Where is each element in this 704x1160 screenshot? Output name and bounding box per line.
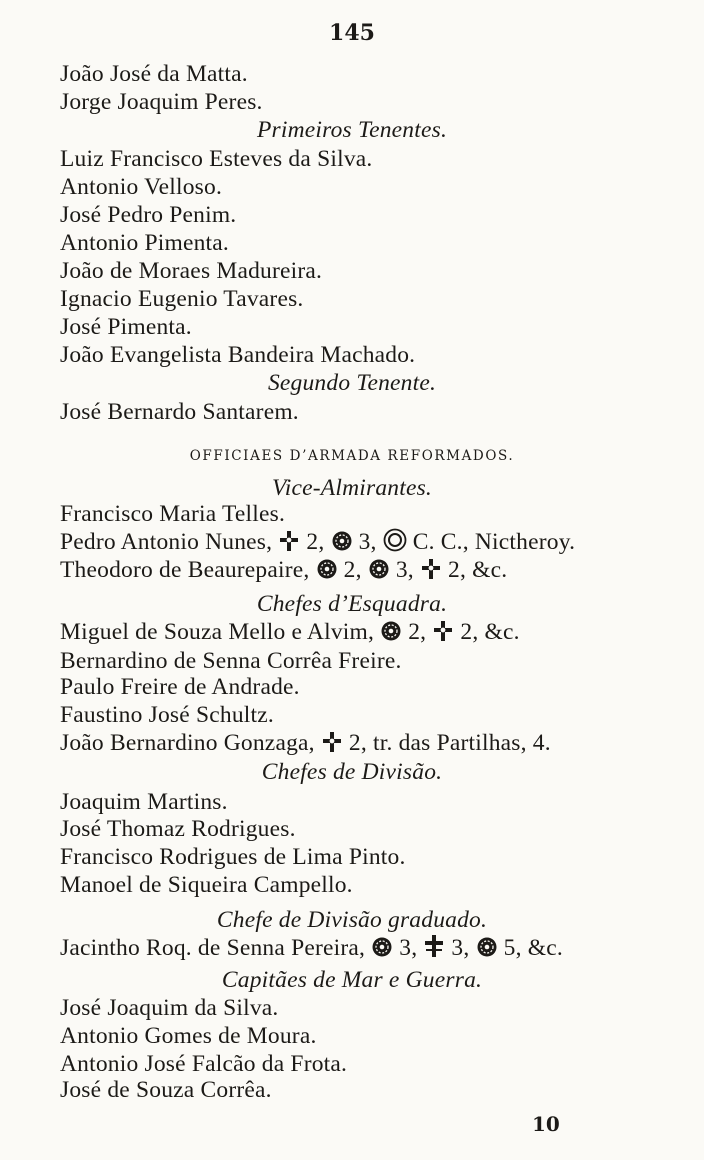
officer-entry: Paulo Freire de Andrade. [60, 674, 300, 700]
officer-entry: Francisco Rodrigues de Lima Pinto. [60, 844, 406, 870]
entry-text: 3, [393, 935, 424, 961]
officer-entry [60, 528, 575, 559]
entry-text: C. C., Nictheroy. [406, 529, 576, 555]
officer-entry: Faustino José Schultz. [60, 702, 274, 728]
entry-text: 2, [337, 557, 368, 583]
entry-text: 2, &c. [454, 619, 520, 645]
officer-entry [60, 729, 551, 760]
officer-entry: João Evangelista Bandeira Machado. [60, 342, 416, 368]
officer-entry [60, 618, 520, 649]
entry-text: Jacintho Roq. de Senna Pereira, [60, 935, 372, 961]
entry-text: João Bernardino Gonzaga, [60, 730, 321, 756]
entry-text: 3, [445, 935, 476, 961]
officer-entry: José Bernardo Santarem. [60, 399, 299, 425]
cross-icon [278, 530, 300, 559]
rank-heading: Chefes de Divisão. [261, 759, 443, 785]
entry-text: Miguel de Souza Mello e Alvim, [60, 619, 381, 645]
entry-text: Theodoro de Beaurepaire, [60, 557, 316, 583]
officer-entry: Antonio José Falcão da Frota. [60, 1051, 348, 1077]
officer-entry: Joaquim Martins. [60, 789, 228, 815]
signature-mark: 10 [532, 1112, 560, 1136]
officer-entry: José Pimenta. [60, 314, 192, 340]
officer-entry: Bernardino de Senna Corrêa Freire. [60, 648, 402, 674]
entry-text: 2, [300, 529, 331, 555]
rank-heading: Primeiros Tenentes. [256, 117, 448, 143]
rose-icon [368, 558, 390, 587]
entry-text: Pedro Antonio Nunes, [60, 529, 279, 555]
page-number: 145 [329, 20, 375, 46]
officer-entry [60, 934, 563, 965]
rank-heading: Segundo Tenente. [267, 370, 437, 396]
officer-entry: João José da Matta. [60, 61, 248, 87]
tower-cross-icon [423, 934, 445, 965]
officer-entry: Antonio Velloso. [60, 174, 223, 200]
officer-entry: Jorge Joaquim Peres. [60, 89, 263, 115]
cross-icon [321, 731, 343, 760]
officer-entry: Luiz Francisco Esteves da Silva. [60, 146, 373, 172]
rank-heading: Chefe de Divisão graduado. [216, 907, 488, 933]
entry-text: 2, &c. [441, 557, 508, 583]
rose-icon [316, 558, 338, 587]
officer-entry: Manoel de Siqueira Campello. [60, 872, 353, 898]
officer-entry: João de Moraes Madureira. [60, 258, 323, 284]
rose-icon [371, 936, 393, 965]
rank-heading: Chefes d’Esquadra. [256, 591, 448, 617]
officer-entry [60, 556, 507, 587]
cross-icon [432, 620, 454, 649]
officer-entry: Ignacio Eugenio Tavares. [60, 286, 304, 312]
officer-entry: Francisco Maria Telles. [60, 501, 286, 527]
cross-icon [420, 558, 442, 587]
officer-entry: José Pedro Penim. [60, 202, 237, 228]
entry-text: 2, tr. das Partilhas, 4. [342, 730, 551, 756]
rose-icon [380, 620, 402, 649]
section-heading: OFFICIAES D’ARMADA REFORMADOS. [189, 448, 515, 464]
entry-text: 2, [402, 619, 433, 645]
officer-entry: José de Souza Corrêa. [60, 1077, 272, 1103]
rose-icon [331, 530, 353, 559]
rank-heading: Vice-Almirantes. [271, 475, 433, 501]
officer-entry: José Joaquim da Silva. [60, 995, 279, 1021]
circle-badge-icon [383, 528, 407, 559]
officer-entry: Antonio Gomes de Moura. [60, 1023, 317, 1049]
rank-heading: Capitães de Mar e Guerra. [221, 967, 483, 993]
officer-entry: Antonio Pimenta. [60, 230, 229, 256]
officer-entry: José Thomaz Rodrigues. [60, 816, 296, 842]
rose-icon [476, 936, 498, 965]
entry-text: 5, &c. [497, 935, 563, 961]
entry-text: 3, [352, 529, 383, 555]
entry-text: 3, [389, 557, 420, 583]
